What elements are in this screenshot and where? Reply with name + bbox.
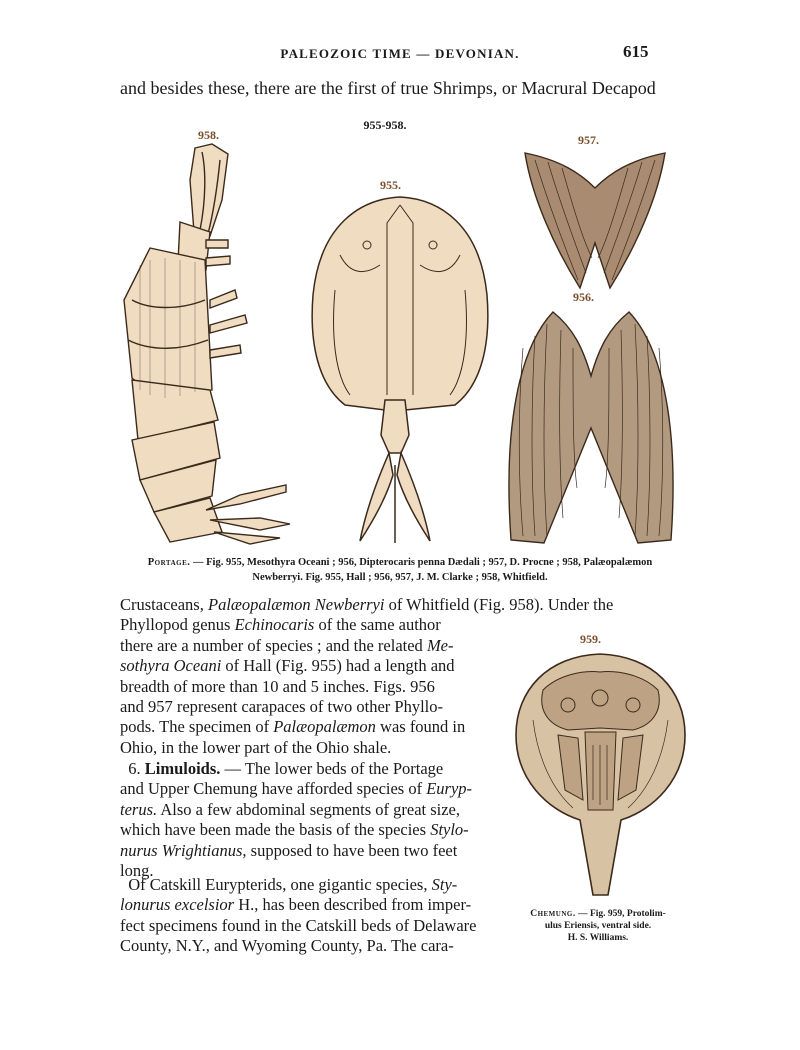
paragraph-2 <box>120 759 472 881</box>
figure-957-wing-illustration <box>520 148 670 293</box>
figure-label-956: 956. <box>573 290 594 304</box>
para1-line-8: Ohio, in the lower part of the Ohio shale. <box>120 737 392 757</box>
caption-959-line-1: — Fig. 959, Protolim- <box>575 909 666 919</box>
para1-line-1: Crustaceans, Palæopalæmon Newberryi of Whitfield (Fig. 958). Under the <box>120 595 614 614</box>
figure-958-shrimp-illustration <box>110 140 300 550</box>
para3-line-1: Of Catskill Eurypterids, one gigantic species, Sty- <box>128 875 458 894</box>
figure-label-957: 957. <box>578 133 599 147</box>
para3-line-3: fect specimens found in the Catskill beds of Delaware <box>120 915 477 935</box>
section-heading-limuloids: Limuloids. <box>144 759 221 778</box>
para2-line-6: long. <box>120 861 154 881</box>
figure-959-protolimulus-illustration <box>513 650 688 900</box>
figure-caption-959 <box>513 908 683 944</box>
caption-line-1: — Fig. 955, Mesothyra Oceani ; 956, Dipterocaris penna Dædali ; 957, D. Procne ; 958, Palæopalæmon <box>190 557 653 568</box>
intro-line: and besides these, there are the first of true Shrimps, or Macrural Decapod <box>120 78 656 98</box>
caption-959-line-2: ulus Eriensis, ventral side. <box>544 921 652 931</box>
para3-line-4: County, N.Y., and Wyoming County, Pa. The cara- <box>120 936 454 956</box>
caption-959-lead: Chemung. <box>530 909 576 919</box>
para2-line-4: which have been made the basis of the species Stylo- <box>120 820 469 840</box>
figure-955-carapace-illustration <box>305 195 495 545</box>
figure-956-wing-illustration <box>503 308 679 548</box>
caption-959-line-3: H. S. Williams. <box>567 933 629 943</box>
caption-lead: Portage. <box>147 557 191 568</box>
page-number: 615 <box>623 42 649 61</box>
para1-line-2: Phyllopod genus Echinocaris of the same author <box>120 615 441 635</box>
figure-group-label: 955-958. <box>363 118 407 132</box>
para2-line-3: terus. Also a few abdominal segments of great size, <box>120 799 460 819</box>
para1-line-5: breadth of more than 10 and 5 inches. Figs. 956 <box>120 676 435 696</box>
caption-line-2: Newberryi. Fig. 955, Hall ; 956, 957, J. M. Clarke ; 958, Whitfield. <box>252 572 548 583</box>
paragraph-3 <box>120 875 476 957</box>
para1-line-3: there are a number of species ; and the related Me- <box>120 635 454 655</box>
para2-line-1: 6. Limuloids. — The lower beds of the Portage <box>128 759 444 778</box>
para2-line-2: and Upper Chemung have afforded species of Euryp- <box>120 779 473 799</box>
figure-label-959: 959. <box>580 632 601 646</box>
figure-caption-top <box>115 555 685 585</box>
figure-label-958: 958. <box>198 128 219 142</box>
running-title: PALEOZOIC TIME — DEVONIAN. <box>280 46 520 61</box>
para3-line-2: lonurus excelsior H., has been described from imper- <box>120 895 472 915</box>
para1-line-6: and 957 represent carapaces of two other Phyllo- <box>120 697 444 717</box>
para2-line-5: nurus Wrightianus, supposed to have been two feet <box>120 840 458 860</box>
para1-line-4: sothyra Oceani of Hall (Fig. 955) had a length and <box>120 656 455 676</box>
figure-label-955: 955. <box>380 178 401 192</box>
para1-line-7: pods. The specimen of Palæopalæmon was found in <box>120 717 466 737</box>
